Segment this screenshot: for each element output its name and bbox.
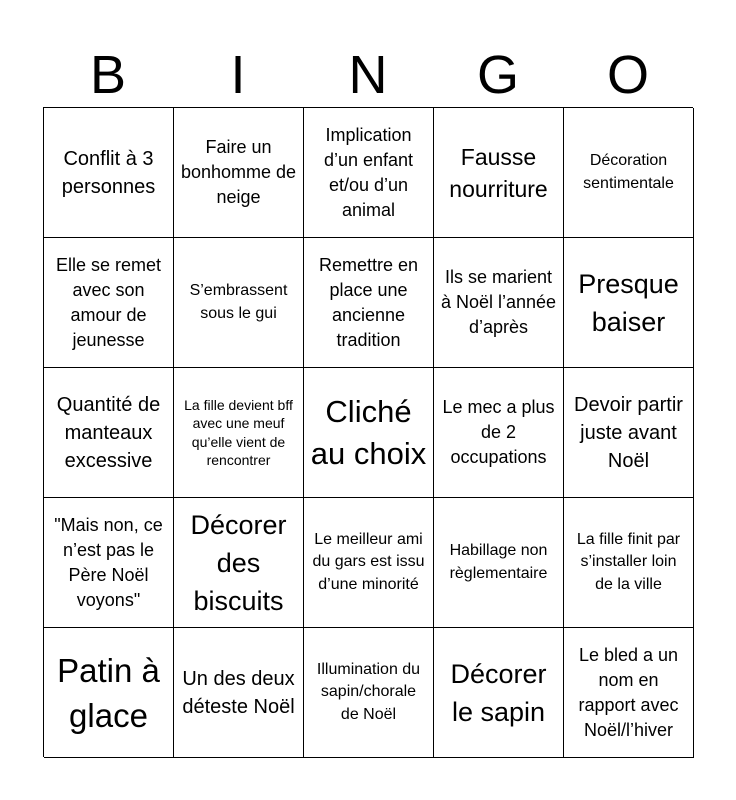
bingo-cell-r3c3[interactable]: Cliché au choix <box>304 368 434 498</box>
bingo-cell-r2c3[interactable]: Remettre en place une ancienne tradition <box>304 238 434 368</box>
bingo-cell-r4c1[interactable]: "Mais non, ce n’est pas le Père Noël voyons" <box>44 498 174 628</box>
header-letter-o: O <box>606 45 649 105</box>
bingo-cell-r4c5[interactable]: La fille finit par s’installer loin de la ville <box>564 498 694 628</box>
bingo-cell-r5c1[interactable]: Patin à glace <box>44 628 174 758</box>
bingo-cell-r2c1[interactable]: Elle se remet avec son amour de jeunesse <box>44 238 174 368</box>
bingo-cell-r1c1[interactable]: Conflit à 3 personnes <box>44 108 174 238</box>
bingo-card <box>43 107 693 757</box>
bingo-header <box>43 44 693 106</box>
header-letter-b: B <box>89 45 127 105</box>
header-letter-n: N <box>348 45 388 105</box>
bingo-cell-r3c2[interactable]: La fille devient bff avec une meuf qu’elle vient de rencontrer <box>174 368 304 498</box>
header-letter-i: I <box>230 45 246 105</box>
bingo-cell-r4c3[interactable]: Le meilleur ami du gars est issu d’une minorité <box>304 498 434 628</box>
bingo-cell-r1c3[interactable]: Implication d’un enfant et/ou d’un animal <box>304 108 434 238</box>
bingo-cell-r2c5[interactable]: Presque baiser <box>564 238 694 368</box>
bingo-cell-r2c2[interactable]: S’embrassent sous le gui <box>174 238 304 368</box>
bingo-cell-r4c4[interactable]: Habillage non règlementaire <box>434 498 564 628</box>
bingo-cell-r1c4[interactable]: Fausse nourriture <box>434 108 564 238</box>
bingo-cell-r3c1[interactable]: Quantité de manteaux excessive <box>44 368 174 498</box>
bingo-cell-r2c4[interactable]: Ils se marient à Noël l’année d’après <box>434 238 564 368</box>
bingo-cell-r1c5[interactable]: Décoration sentimentale <box>564 108 694 238</box>
header-letter-g: G <box>476 45 519 105</box>
bingo-cell-r5c4[interactable]: Décorer le sapin <box>434 628 564 758</box>
bingo-cell-r3c4[interactable]: Le mec a plus de 2 occupations <box>434 368 564 498</box>
bingo-cell-r5c3[interactable]: Illumination du sapin/chorale de Noël <box>304 628 434 758</box>
bingo-cell-r5c5[interactable]: Le bled a un nom en rapport avec Noël/l’hiver <box>564 628 694 758</box>
bingo-cell-r3c5[interactable]: Devoir partir juste avant Noël <box>564 368 694 498</box>
bingo-cell-r1c2[interactable]: Faire un bonhomme de neige <box>174 108 304 238</box>
bingo-cell-r5c2[interactable]: Un des deux déteste Noël <box>174 628 304 758</box>
bingo-cell-r4c2[interactable]: Décorer des biscuits <box>174 498 304 628</box>
